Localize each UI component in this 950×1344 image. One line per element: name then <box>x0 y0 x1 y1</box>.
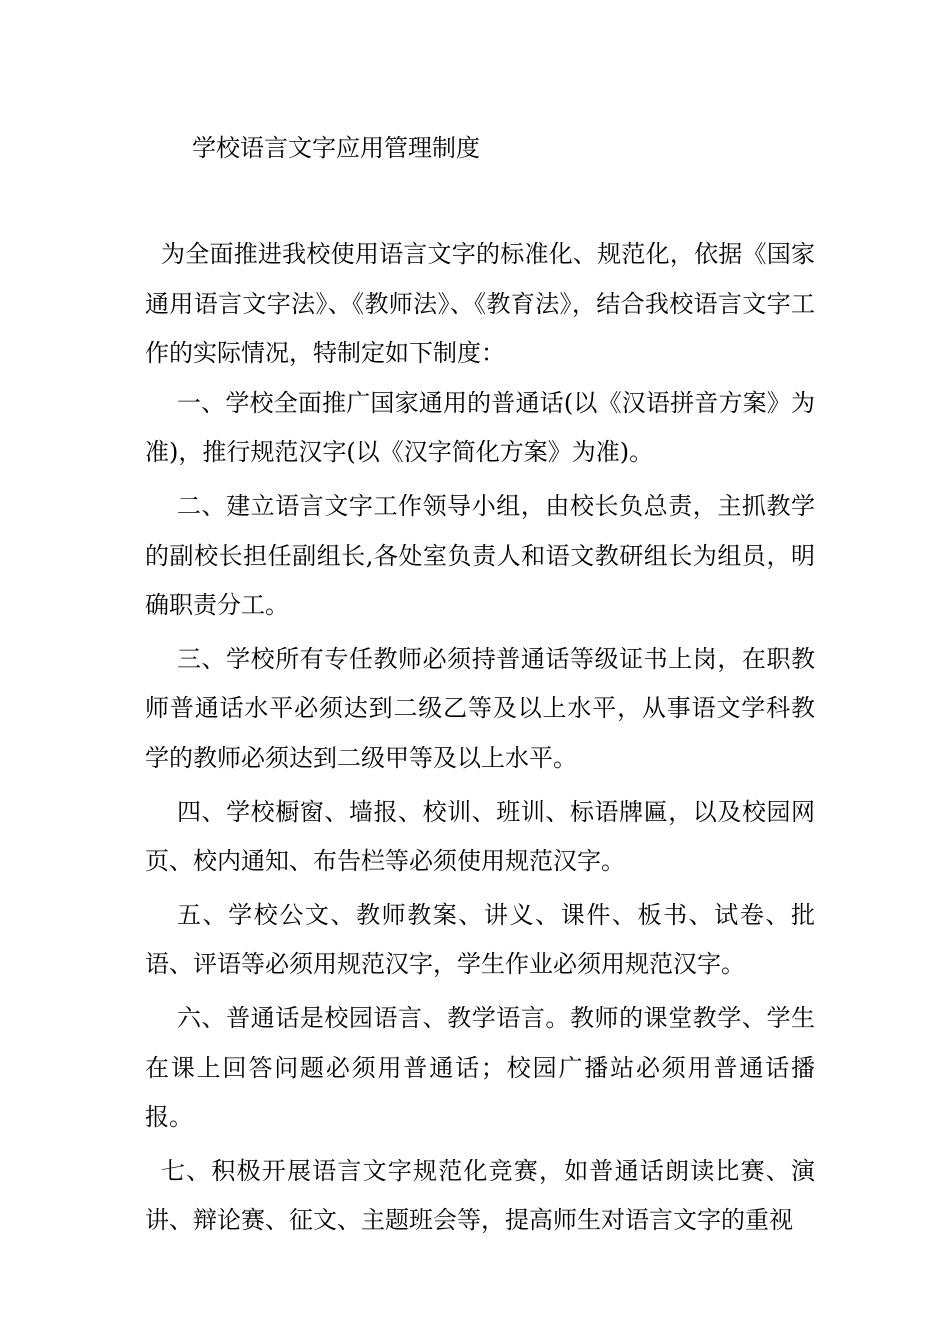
paragraph-item-1: 一、学校全面推广国家通用的普通话(以《汉语拼音方案》为准)，推行规范汉字(以《汉字简化方案》为准)。 <box>145 388 815 467</box>
paragraph-item-2: 二、建立语言文字工作领导小组，由校长负总责，主抓教学的副校长担任副组长,各处室负责人和语文教研组长为组员，明确职责分工。 <box>145 491 815 620</box>
paragraph-item-4: 四、学校橱窗、墙报、校训、班训、标语牌匾，以及校园网页、校内通知、布告栏等必须使用规范汉字。 <box>145 797 815 876</box>
document-title: 学校语言文字应用管理制度 <box>192 134 480 162</box>
paragraph-item-7: 七、积极开展语言文字规范化竞赛，如普通话朗读比赛、演讲、辩论赛、征文、主题班会等，提高师生对语言文字的重视 <box>145 1156 815 1235</box>
paragraph-item-5: 五、学校公文、教师教案、讲义、课件、板书、试卷、批语、评语等必须用规范汉字，学生作业必须用规范汉字。 <box>145 900 815 979</box>
paragraph-item-6: 六、普通话是校园语言、教学语言。教师的课堂教学、学生在课上回答问题必须用普通话；校园广播站必须用普通话播报。 <box>145 1003 815 1132</box>
paragraph-item-3: 三、学校所有专任教师必须持普通话等级证书上岗，在职教师普通话水平必须达到二级乙等及以上水平，从事语文学科教学的教师必须达到二级甲等及以上水平。 <box>145 644 815 772</box>
paragraph-intro: 为全面推进我校使用语言文字的标准化、规范化，依据《国家通用语言文字法》、《教师法》、《教育法》，结合我校语言文字工作的实际情况，特制定如下制度： <box>145 240 815 368</box>
document-body <box>145 230 815 1246</box>
